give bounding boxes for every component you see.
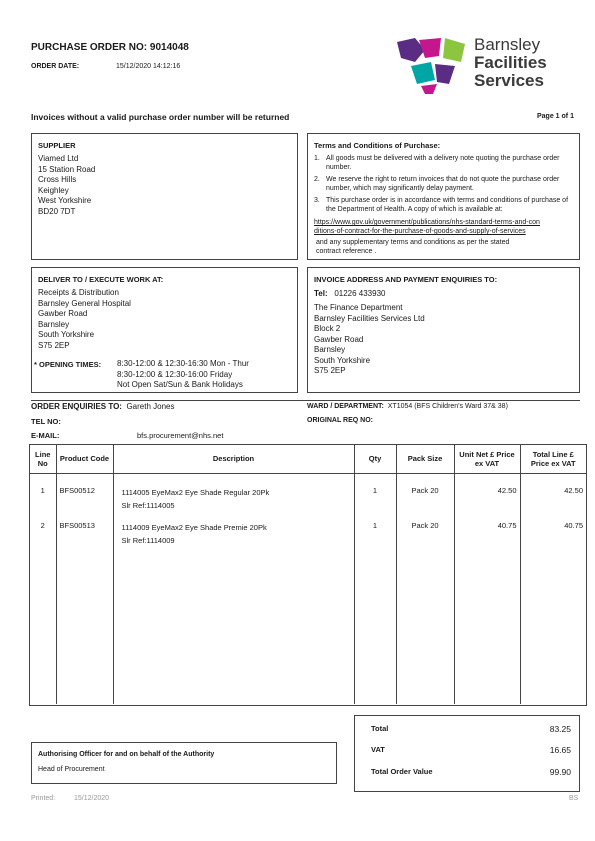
col-line-no: Line No [30,445,56,473]
terms-item: 3. This purchase order is in accordance with terms and conditions of purchase of the Department of Health. A copy of which is available at: [314,197,569,213]
vat-label: VAT [371,745,385,754]
terms-item: 1. All goods must be delivered with a delivery note quoting the purchase order number. [314,155,560,171]
terms-list [314,154,576,217]
original-req-label: ORIGINAL REQ NO: [307,417,373,424]
invoice-title: INVOICE ADDRESS AND PAYMENT ENQUIRIES TO: [314,275,498,284]
total-order-label: Total Order Value [371,767,433,776]
items-table [30,445,586,704]
email-link[interactable]: bfs.procurement@nhs.net [137,431,224,440]
col-total-price: Total Line £ Price ex VAT [520,445,586,473]
supplier-box [31,133,298,260]
order-date-label: ORDER DATE: [31,63,80,70]
divider [31,400,580,401]
authorising-role: Head of Procurement [38,766,105,773]
total-order-value: 99.90 [549,767,571,777]
col-qty: Qty [354,445,396,473]
deliver-title: DELIVER TO / EXECUTE WORK AT: [38,275,164,284]
order-enquiries: ORDER ENQUIRIES TO: Gareth Jones [31,402,175,411]
deliver-box [31,267,298,393]
col-product-code: Product Code [56,445,113,473]
logo-text: Barnsley Facilities Services [474,35,547,90]
col-unit-price: Unit Net £ Price ex VAT [454,445,520,473]
authorising-box [31,742,337,784]
footer-code: BS [569,795,579,802]
total-label: Total [371,724,389,733]
invoice-box [307,267,580,393]
authorising-title: Authorising Officer for and on behalf of the Authority [38,751,215,758]
logo-mark-icon [395,36,467,96]
invoice-address: The Finance Department Barnsley Facilities Services Ltd Block 2 Gawber Road Barnsley South Yorkshire S75 2EP [314,303,425,375]
terms-footer: and any supplementary terms and conditions as per the stated contract reference . [316,239,510,255]
printed-date: 15/12/2020 [74,795,110,802]
invoice-tel: Tel: 01226 433930 [314,289,386,298]
po-number-label: PURCHASE ORDER NO: 9014048 [31,42,189,53]
email-label: E-MAIL: [31,431,60,440]
total-value: 83.25 [549,724,571,734]
ward-department: WARD / DEPARTMENT: XT1054 (BFS Children's Ward 37& 38) [307,403,508,410]
deliver-address: Receipts & Distribution Barnsley General Hospital Gawber Road Barnsley South Yorkshire S75 2EP [38,288,131,350]
opening-times-label: * OPENING TIMES: [34,360,102,369]
po-number: 9014048 [149,42,189,53]
terms-box [307,133,580,260]
tel-no-label: TEL NO: [31,417,61,426]
totals-box [354,715,580,792]
table-row: 1 BFS00512 1114005 EyeMax2 Eye Shade Regular 20Pk Slr Ref:1114005 1 Pack 20 42.50 42.50 [30,473,586,514]
terms-title: Terms and Conditions of Purchase: [314,141,441,150]
supplier-title: SUPPLIER [38,141,76,150]
col-description: Description [113,445,354,473]
invoice-notice: Invoices without a valid purchase order number will be returned [31,112,290,122]
col-pack-size: Pack Size [396,445,454,473]
printed-label: Printed: [31,795,56,802]
opening-times: 8:30-12:00 & 12:30-16:30 Mon - Thur 8:30-12:00 & 12:30-16:00 Friday Not Open Sat/Sun & Bank Holidays [117,359,249,389]
items-table-box [29,444,587,706]
order-date-value: 15/12/2020 14:12:16 [116,63,181,70]
terms-item: 2. We reserve the right to return invoices that do not quote the purchase order number, which may significantly delay payment. [314,176,560,192]
terms-link[interactable]: https://www.gov.uk/government/publications/nhs-standard-terms-and-con ditions-of-contract-for-the-purchase-of-goods-and-supply-of-services [314,219,540,235]
supplier-address: Viamed Ltd 15 Station Road Cross Hills Keighley West Yorkshire BD20 7DT [38,154,96,216]
page-number: Page 1 of 1 [537,113,574,120]
table-row: 2 BFS00513 1114009 EyeMax2 Eye Shade Premie 20Pk Slr Ref:1114009 1 Pack 20 40.75 40.75 [30,514,586,549]
vat-value: 16.65 [549,745,571,755]
